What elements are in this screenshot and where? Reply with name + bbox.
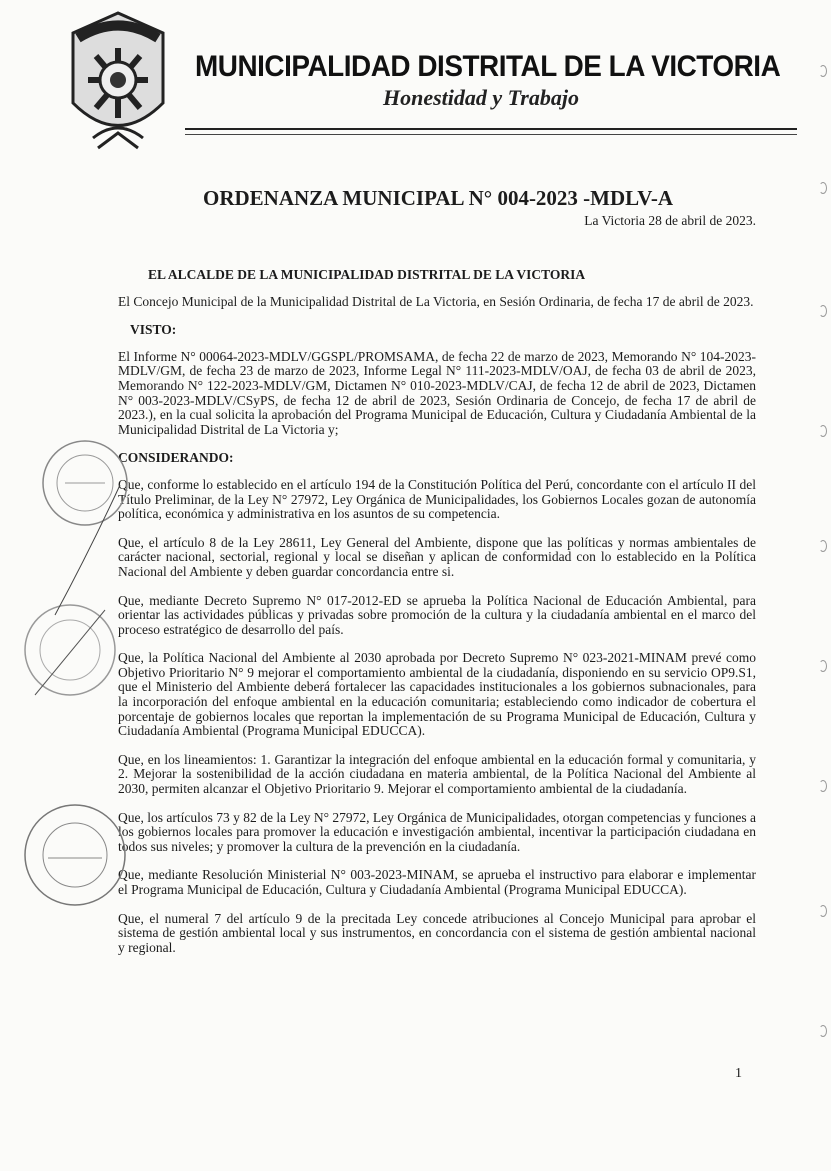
header-motto: Honestidad y Trabajo xyxy=(383,85,579,110)
considerando-paragraph: Que, en los lineamientos: 1. Garantizar la integración del enfoque ambiental en la educación formal y comunitaria, y 2. Mejorar la sostenibilidad de la acción ciudadana en materia ambiental, de la Política Nacional del Ambiente al 2030, permiten alcanzar el Objetivo Prioritario 9. Mejorar el comportamiento ambiental de la ciudadanía. xyxy=(118,751,756,797)
considerando-paragraph: Que, mediante Decreto Supremo N° 017-2012-ED se aprueba la Política Nacional de Educación Ambiental, para orientar las actividades públicas y privadas sobre promoción de la cultura y la ciudadanía ambiental en el marco del proceso estratégico de desarrollo del país. xyxy=(118,592,756,637)
considerando-paragraph: Que, la Política Nacional del Ambiente al 2030 aprobada por Decreto Supremo N° 023-2021-MINAM prevé como Objetivo Prioritario N° 9 mejorar el comportamiento ambiental de la ciudadanía, disponiendo en su servicio OP9.S1, que el Ministerio del Ambiente deberá fortalecer las capacidades institucionales a los gobiernos subnacionales, para la incorporación del enfoque ambiental en la educación comunitaria; estableciendo como indicador de cobertura el porcentaje de gobiernos locales que reportan la implementación de su Programa Municipal de Educación, Cultura y Ciudadanía Ambiental (Programa Municipal EDUCCA). xyxy=(118,650,756,739)
binder-hole xyxy=(819,540,827,552)
alcalde-heading: EL ALCALDE DE LA MUNICIPALIDAD DISTRITAL DE LA VICTORIA xyxy=(148,267,586,282)
visto-paragraph: El Informe N° 00064-2023-MDLV/GGSPL/PROMSAMA, de fecha 22 de marzo de 2023, Memorando N° 104-2023-MDLV/GM, de fecha 23 de marzo de 2023, Informe Legal N° 111-2023-MDLV/OAJ, de fecha 03 de abril de 2023, Memorando N° 122-2023-MDLV/GM, Dictamen N° 010-2023-MDLV/CAJ, de fecha 12 de abril de 2023, Dictamen N° 003-2023-MDLV/CSyPS, de fecha 12 de abril de 2023, Sesión Ordinaria de Concejo, de fecha 17 de abril de 2023.), en la cual solicita la aprobación del Programa Municipal de Educación, Cultura y Ciudadanía Ambiental de la Municipalidad Distrital de La Victoria y; xyxy=(118,348,756,437)
binder-hole xyxy=(819,1025,827,1037)
header-rule-thin xyxy=(185,134,797,135)
binder-hole xyxy=(819,425,827,437)
document-date: La Victoria 28 de abril de 2023. xyxy=(584,213,756,228)
considerando-paragraph: Que, los artículos 73 y 82 de la Ley N° 27972, Ley Orgánica de Municipalidades, otorgan competencias y funciones a los gobiernos locales para promover la educación e investigación ambiental, incentivar la participación ciudadana en todos sus niveles; y promover la cultura de la prevención en la ciudadanía. xyxy=(118,809,756,854)
intro-paragraph: El Concejo Municipal de la Municipalidad Distrital de La Victoria, en Sesión Ordinaria, de fecha 17 de abril de 2023. xyxy=(118,293,754,309)
binder-hole xyxy=(819,182,827,194)
document-body xyxy=(118,268,756,969)
page-number: 1 xyxy=(735,1066,742,1081)
considerando-paragraph: Que, conforme lo establecido en el artículo 194 de la Constitución Política del Perú, concordante con el artículo II del Título Preliminar, de la Ley N° 27972, Ley Orgánica de Municipalidades, los Gobiernos Locales gozan de autonomía política, económica y administrativa en los asuntos de su competencia. xyxy=(118,476,756,522)
binder-hole xyxy=(819,305,827,317)
visto-heading: VISTO: xyxy=(130,322,177,338)
considerando-paragraph: Que, el artículo 8 de la Ley 28611, Ley General del Ambiente, dispone que las políticas y normas ambientales de carácter nacional, sectorial, regional y local se diseñan y aplican de conformidad con lo establecido en la Política Nacional del Ambiente y deben guardar concordancia entre si. xyxy=(118,534,756,579)
signature-line xyxy=(50,480,130,620)
document-title: ORDENANZA MUNICIPAL N° 004-2023 -MDLV-A xyxy=(203,186,674,210)
alcaldia-stamp xyxy=(20,800,130,910)
binder-hole xyxy=(819,780,827,792)
header-rule xyxy=(185,128,797,130)
header-title: MUNICIPALIDAD DISTRITAL DE LA VICTORIA xyxy=(195,50,781,83)
binder-hole xyxy=(819,65,827,77)
binder-hole xyxy=(819,660,827,672)
considerando-heading: CONSIDERANDO: xyxy=(118,450,234,466)
considerando-paragraph: Que, el numeral 7 del artículo 9 de la precitada Ley concede atribuciones al Concejo Municipal para aprobar el sistema de gestión ambiental local y sus instrumentos, en concordancia con el sistema de gestión ambiental nacional y regional. xyxy=(118,910,756,955)
municipal-logo xyxy=(58,8,178,168)
binder-hole xyxy=(819,905,827,917)
considerando-paragraph: Que, mediante Resolución Ministerial N° 003-2023-MINAM, se aprueba el instructivo para elaborar e implementar el Programa Municipal de Educación, Cultura y Ciudadanía Ambiental (Programa Municipal EDUCCA). xyxy=(118,867,756,897)
